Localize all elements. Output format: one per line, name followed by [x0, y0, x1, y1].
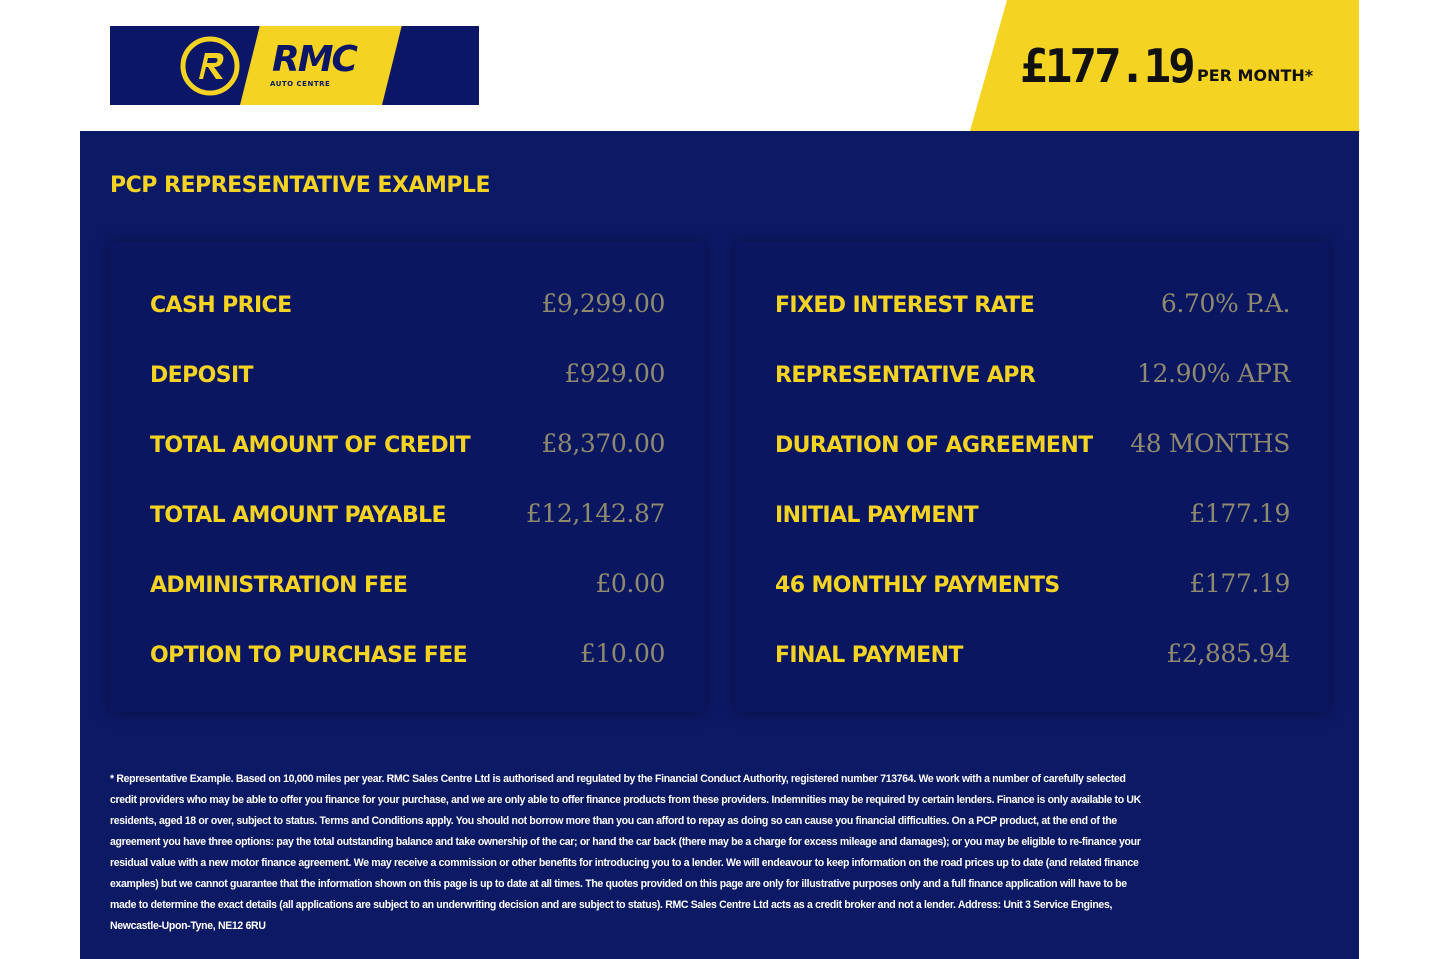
row-value: £2,885.94: [1166, 639, 1290, 668]
row-label: FINAL PAYMENT: [775, 643, 963, 668]
finance-panel: [80, 131, 1359, 959]
row-value: £177.19: [1189, 569, 1290, 598]
finance-disclaimer: * Representative Example. Based on 10,000 miles per year. RMC Sales Centre Ltd is authorised and regulated by the Financial Conduct Authority, registered number 713764. We work with a number of carefully selected credit providers who may be able to offer you finance for your purchase, and we are only able to offer finance products from these providers. Indemnities may be required by certain lenders. Finance is only available to UK residents, aged 18 or over, subject to status. Terms and Conditions apply. You should not borrow more than you can afford to repay as doing so can cause you financial difficulties. On a PCP product, at the end of the agreement you have three options: pay the total outstanding balance and take ownership of the car; or hand the car back (there may be a charge for excess mileage and damages); or you may be eligible to re-finance your residual value with a new motor finance agreement. We may receive a commission or other benefits for introducing you to a lender. We will endeavour to keep information on the road prices up to date (and related finance examples) but we cannot guarantee that the information shown on this page is up to date at all times. The quotes provided on this page are only for illustrative purposes only and a full finance application will have to be made to determine the exact details (all applications are subject to an underwriting decision and are subject to status). RMC Sales Centre Ltd acts as a credit broker and not a lender. Address: Unit 3 Service Engines, Newcastle-Upon-Tyne, NE12 6RU: [110, 773, 1141, 932]
row-label: ADMINISTRATION FEE: [150, 573, 408, 598]
row-value: £10.00: [579, 639, 665, 668]
row-label: TOTAL AMOUNT PAYABLE: [150, 503, 446, 528]
brand-logo: [110, 26, 479, 105]
finance-row-monthly-payments: [775, 568, 1290, 604]
logo-subtitle: AUTO CENTRE: [270, 80, 331, 88]
row-label: INITIAL PAYMENT: [775, 503, 978, 528]
row-label: CASH PRICE: [150, 293, 292, 318]
row-value: 12.90% APR: [1137, 359, 1290, 388]
row-value: £929.00: [564, 359, 665, 388]
row-label: TOTAL AMOUNT OF CREDIT: [150, 433, 471, 458]
row-label: DEPOSIT: [150, 363, 253, 388]
finance-row-apr: [775, 358, 1290, 394]
finance-row-final-payment: [775, 638, 1290, 674]
row-value: £8,370.00: [541, 429, 665, 458]
row-value: £12,142.87: [525, 499, 665, 528]
finance-row-total-payable: [150, 498, 665, 534]
row-value: £9,299.00: [541, 289, 665, 318]
row-value: £0.00: [595, 569, 665, 598]
row-value: 48 MONTHS: [1130, 429, 1290, 458]
finance-row-option-fee: [150, 638, 665, 674]
row-value: 6.70% P.A.: [1160, 289, 1290, 318]
finance-row-admin-fee: [150, 568, 665, 604]
row-label: DURATION OF AGREEMENT: [775, 433, 1093, 458]
monthly-price-period: PER MONTH*: [1197, 66, 1314, 85]
finance-row-deposit: [150, 358, 665, 394]
finance-row-initial-payment: [775, 498, 1290, 534]
row-value: £177.19: [1189, 499, 1290, 528]
section-title: PCP REPRESENTATIVE EXAMPLE: [110, 173, 491, 198]
finance-row-total-credit: [150, 428, 665, 464]
monthly-price-amount: £177.19: [1020, 39, 1193, 93]
row-label: FIXED INTEREST RATE: [775, 293, 1035, 318]
finance-row-duration: [775, 428, 1290, 464]
row-label: REPRESENTATIVE APR: [775, 363, 1036, 388]
row-label: OPTION TO PURCHASE FEE: [150, 643, 468, 668]
logo-wordmark: RMC: [272, 39, 356, 80]
row-label: 46 MONTHLY PAYMENTS: [775, 573, 1060, 598]
finance-row-cash-price: [150, 288, 665, 324]
rmc-emblem-icon: [179, 35, 241, 97]
finance-row-interest-rate: [775, 288, 1290, 324]
